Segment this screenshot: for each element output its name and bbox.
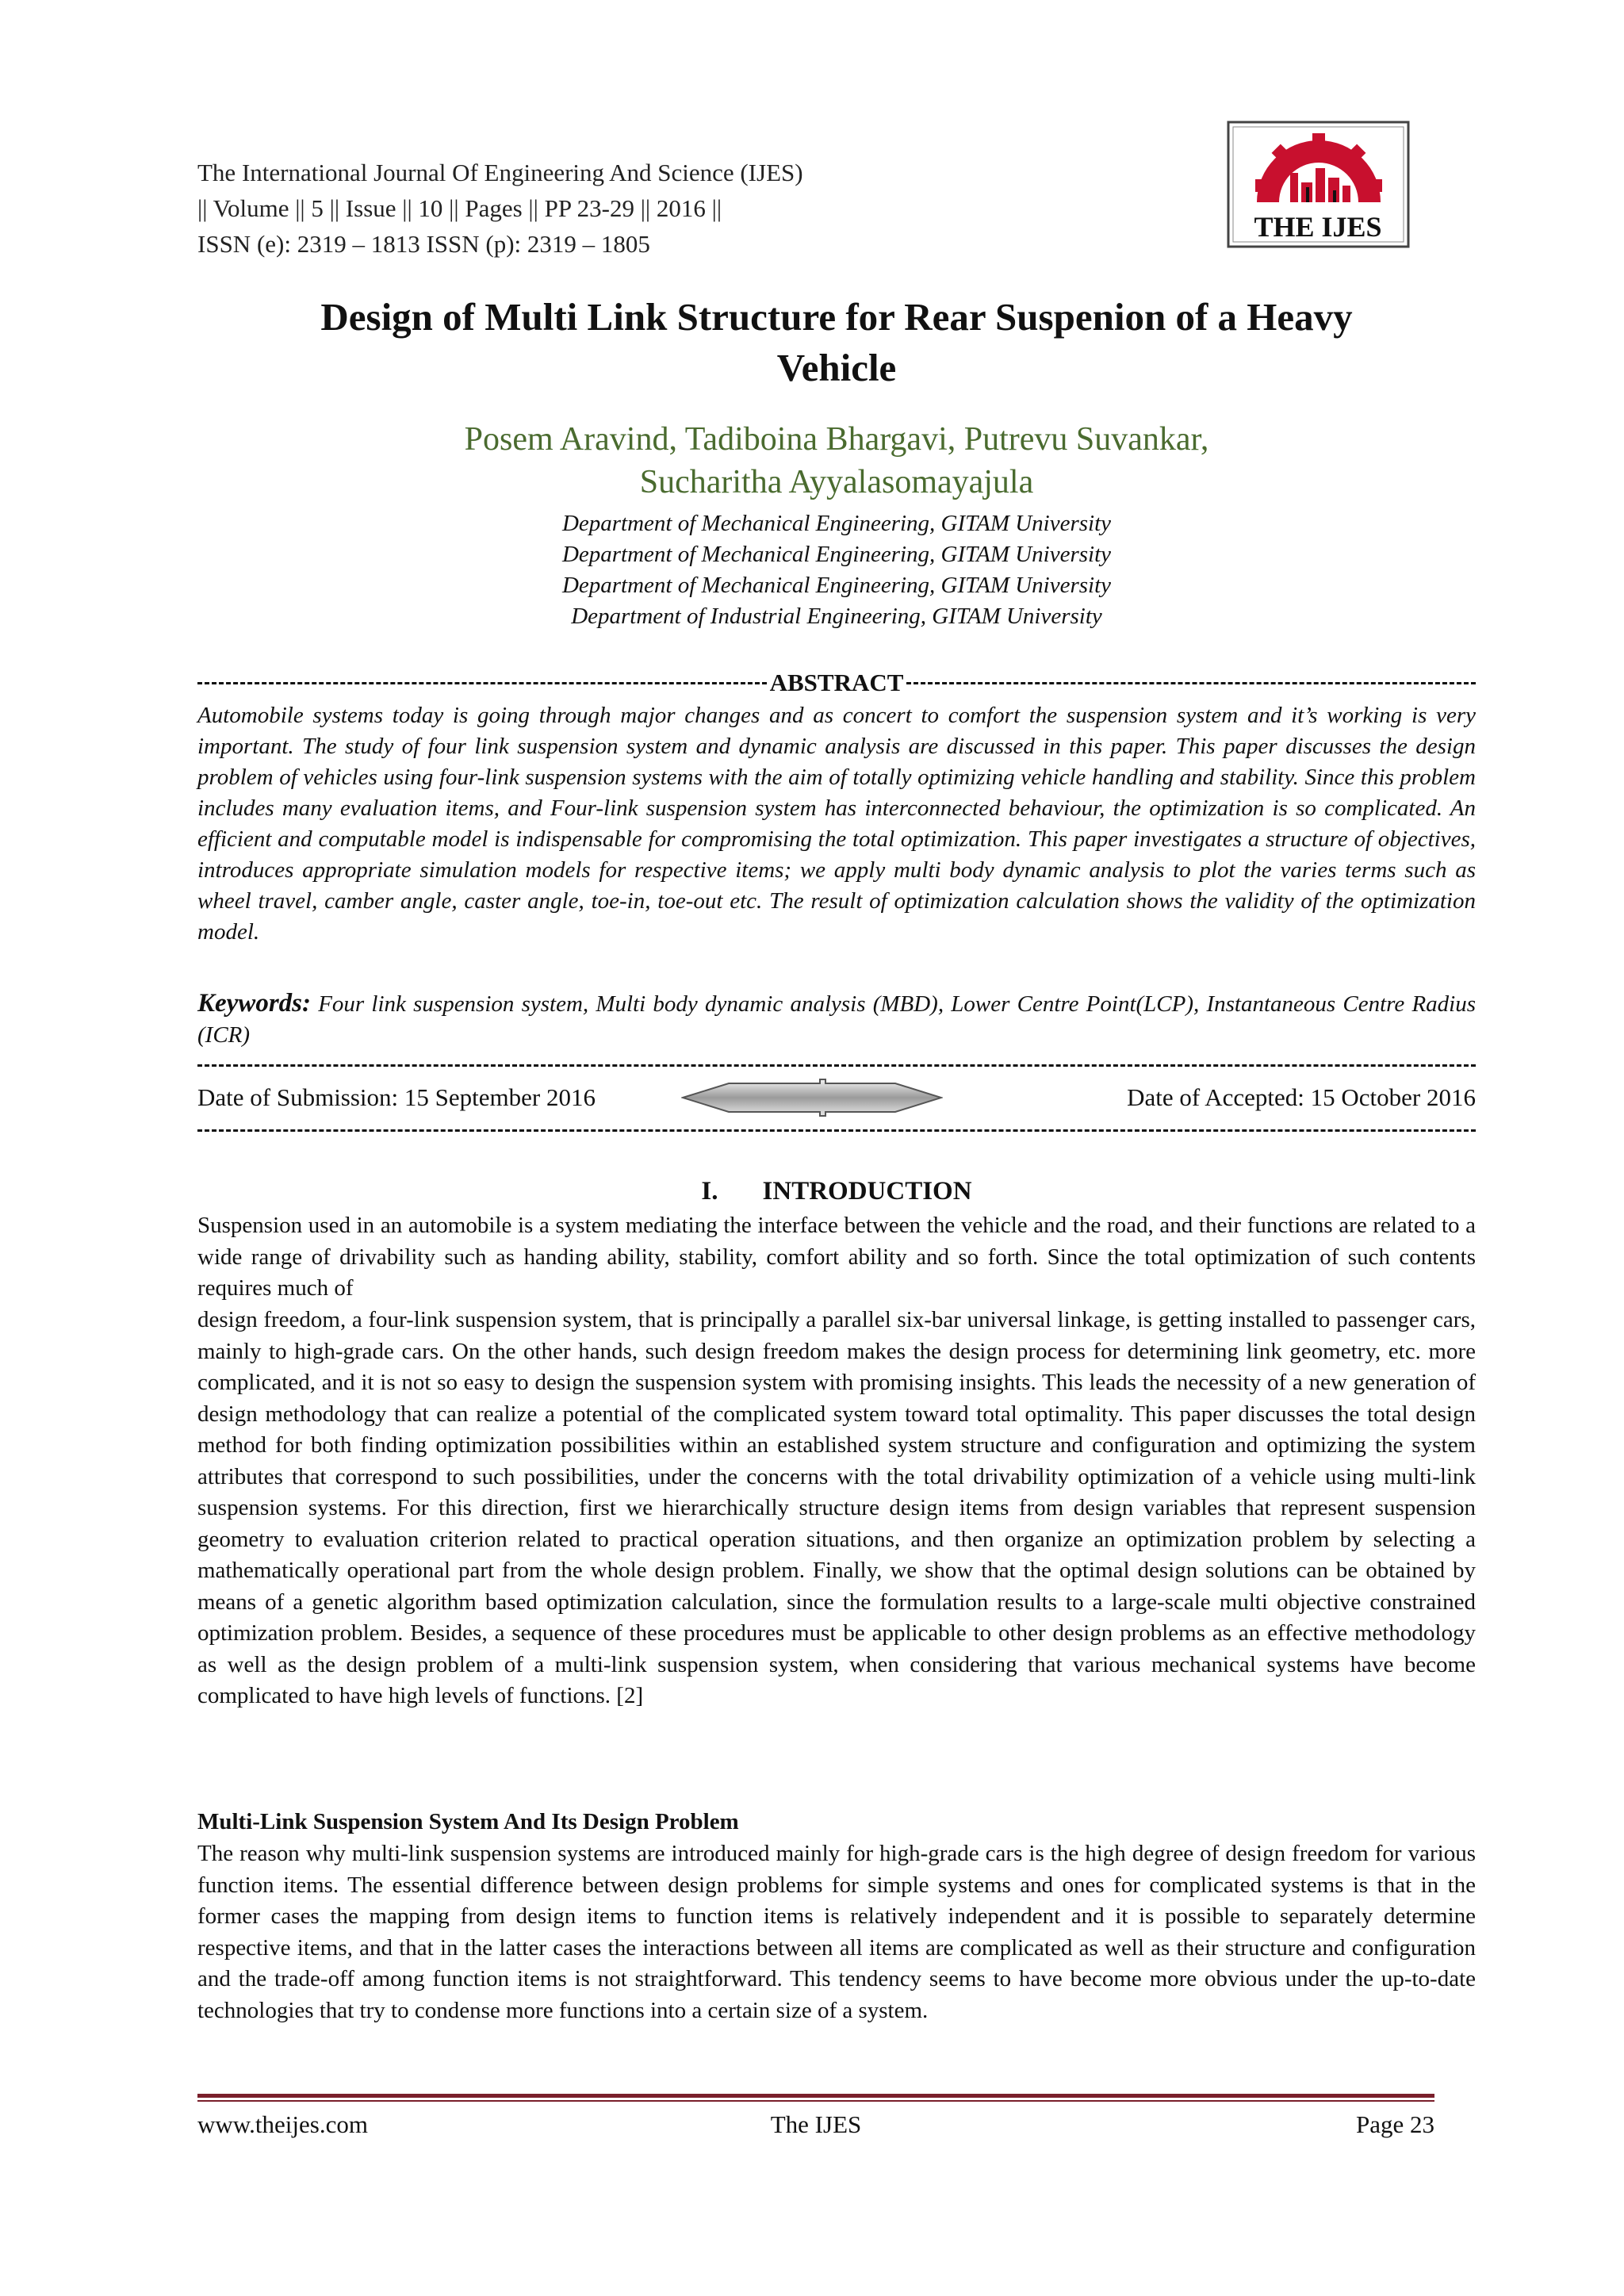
accepted-date: Date of Accepted: 15 October 2016	[1127, 1083, 1476, 1111]
keywords	[197, 988, 1476, 1051]
intro-paragraph-2: The reason why multi-link suspension systems are introduced mainly for high-grade cars is the high degree of design freedom for various function items. The essential difference between design problems for simple systems and ones for complicated systems is that in the former cases the mapping from design items to function items is relatively independent and it is possible to separately determine respective items, and that in the latter cases the interactions between all items are complicated as well as their structure and configuration and the trade-off among function items is not straightforward. This tendency seems to have become more obvious under the up-to-date technologies that try to condense more functions into a certain size of a system.	[197, 1841, 1476, 2023]
section-title: INTRODUCTION	[762, 1177, 972, 1205]
journal-volume-info: || Volume || 5 || Issue || 10 || Pages || PP 23-29 || 2016 ||	[197, 194, 722, 222]
footer-website: www.theijes.com	[197, 2110, 368, 2138]
title-line-2: Vehicle	[776, 346, 897, 389]
footer-journal: The IJES	[770, 2110, 862, 2138]
affiliation-1: Department of Mechanical Engineering, GITAM University	[561, 511, 1112, 536]
dashed-divider-bottom	[197, 1129, 1476, 1132]
journal-name: The International Journal Of Engineering And Science (IJES)	[197, 159, 803, 186]
gear-logo-icon	[1225, 119, 1411, 250]
abstract-label: ABSTRACT	[769, 669, 904, 696]
intro-paragraph-1a: Suspension used in an automobile is a system mediating the interface between the vehicle and the road, and their functions are related to a wide range of drivability such as handing ability, stability, comfort ability and so forth. Since the total optimization of such contents requires much of	[197, 1213, 1476, 1301]
page-footer	[197, 2106, 1434, 2143]
abstract-divider	[197, 669, 1476, 697]
dashed-divider-top	[197, 1064, 1476, 1067]
svg-text:THE IJES: THE IJES	[1254, 211, 1382, 243]
double-arrow-icon	[681, 1079, 943, 1117]
authors-line-2: Sucharitha Ayyalasomayajula	[639, 464, 1034, 500]
submission-date: Date of Submission: 15 September 2016	[197, 1083, 596, 1111]
dashed-rule-left	[197, 682, 767, 684]
dates-row	[197, 1079, 1476, 1117]
journal-header	[197, 155, 803, 262]
subsection-heading: Multi-Link Suspension System And Its Design Problem	[197, 1809, 739, 1834]
section-number: I.	[701, 1177, 718, 1205]
affiliation-list	[197, 508, 1476, 632]
footer-page-number: Page 23	[1355, 2110, 1434, 2138]
affiliation-3: Department of Mechanical Engineering, GITAM University	[561, 573, 1112, 598]
ijes-logo	[1225, 119, 1411, 250]
keywords-label: Keywords:	[197, 989, 311, 1018]
affiliation-2: Department of Mechanical Engineering, GITAM University	[561, 542, 1112, 567]
author-list	[197, 418, 1476, 504]
footer-rule-thick	[197, 2094, 1434, 2098]
abstract-text: Automobile systems today is going through major changes and as concert to comfort the suspension system and it’s working is very important. The study of four link suspension system and dynamic analysis are discussed in this paper. This paper discusses the design problem of vehicles using four-link suspension systems with the aim of totally optimizing vehicle handling and stability. Since this problem includes many evaluation items, and Four-link suspension system has interconnected behaviour, the optimization is so complicated. An efficient and computable model is indispensable for compromising the total optimization. This paper investigates a structure of objectives, introduces appropriate simulation models for respective items; we apply multi body dynamic analysis to plot the varies terms such as wheel travel, camber angle, caster angle, toe-in, toe-out etc. The result of optimization calculation shows the validity of the optimization model.	[197, 703, 1476, 945]
dashed-rule-right	[906, 682, 1476, 684]
journal-issn: ISSN (e): 2319 – 1813 ISSN (p): 2319 – 1805	[197, 230, 650, 258]
section-heading-introduction	[197, 1174, 1476, 1209]
affiliation-4: Department of Industrial Engineering, GITAM University	[571, 604, 1102, 629]
keywords-text: Four link suspension system, Multi body dynamic analysis (MBD), Lower Centre Point(LCP), Instantaneous Centre Radius (ICR)	[197, 991, 1477, 1048]
intro-paragraph-1b: design freedom, a four-link suspension system, that is principally a parallel six-bar universal linkage, is getting installed to passenger cars, mainly to high-grade cars. On the other hands, such design freedom makes the design process for determining link geometry, etc. more complicated, and it is not so easy to design the suspension system with promising insights. This leads the necessity of a new generation of design methodology that can realize a potential of the complicated system toward total optimality. This paper discusses the total design method for both finding optimization possibilities within an established system structure and configuration and optimizing the system attributes that correspond to such possibilities, under the concerns with the total drivability optimization of a vehicle using multi-link suspension systems. For this direction, first we hierarchically structure design items from design variables that represent suspension geometry to evaluation criterion related to practical operation situations, and then organize an optimization problem by selecting a mathematically operational part from the whole design problem. Finally, we show that the optimal design solutions can be obtained by means of a genetic algorithm based optimization calculation, since the formulation results to a large-scale multi objective constrained optimization problem. Besides, a sequence of these procedures must be applicable to other design problems as an effective methodology as well as the design problem of a multi-link suspension system, when considering that various mechanical systems have become complicated to have high levels of functions. [2]	[197, 1307, 1476, 1708]
title-line-1: Design of Multi Link Structure for Rear Suspenion of a Heavy	[320, 295, 1353, 339]
footer-rule-thin	[197, 2100, 1434, 2102]
paper-title	[197, 292, 1476, 393]
authors-line-1: Posem Aravind, Tadiboina Bhargavi, Putrevu Suvankar,	[464, 421, 1209, 458]
